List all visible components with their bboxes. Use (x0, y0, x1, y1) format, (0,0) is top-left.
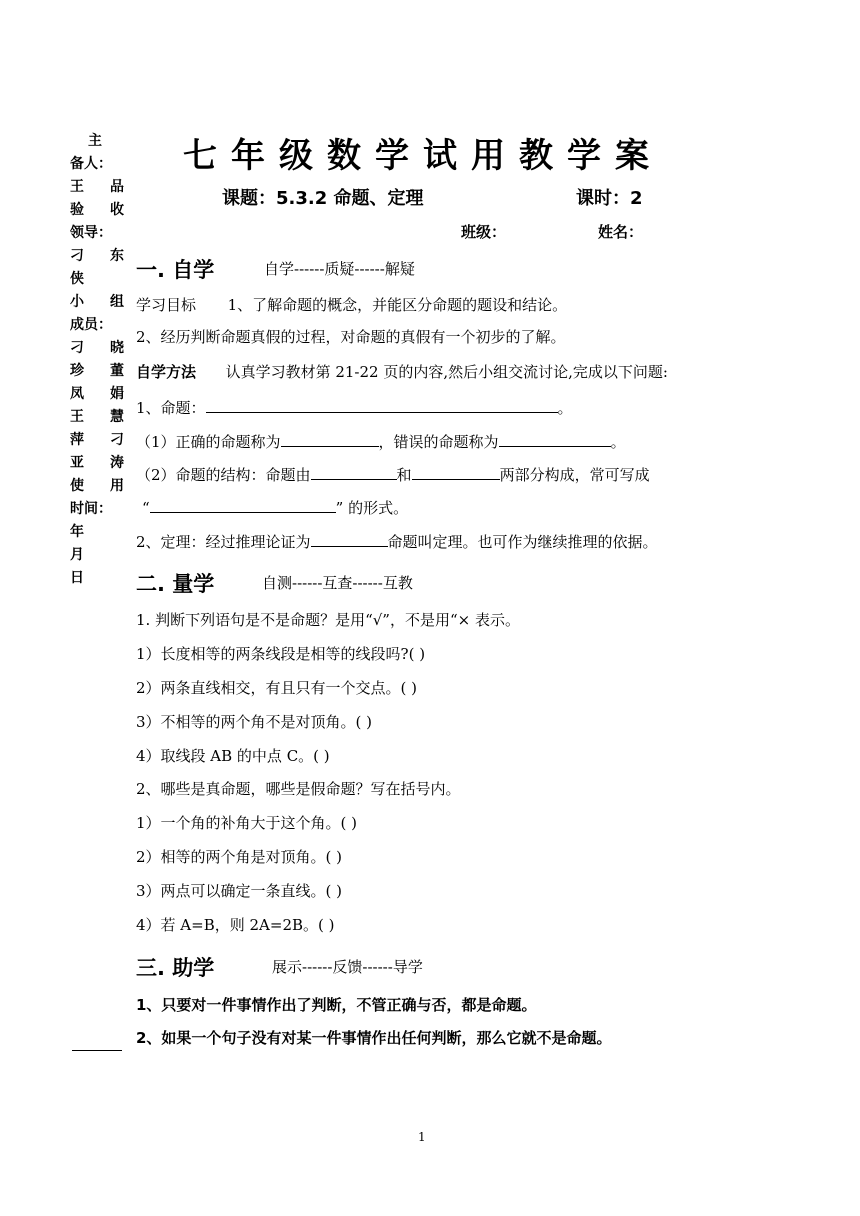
lesson-period: 课时：2 (576, 188, 643, 209)
question-text: “ (142, 499, 150, 517)
sidebar-row-left: 刁 (70, 340, 84, 356)
sidebar-row-right: 主 (88, 133, 102, 149)
sidebar-row-left: 小 (70, 294, 84, 310)
answer-blank[interactable] (311, 463, 397, 480)
sidebar-row-left: 时间： (70, 501, 112, 517)
goal-text-1: 1、了解命题的概念，并能区分命题的题设和结论。 (227, 296, 568, 314)
sidebar-row-right: 晓 (110, 340, 124, 356)
sidebar-row (70, 176, 124, 199)
answer-blank[interactable] (311, 530, 388, 547)
answer-blank[interactable] (412, 463, 500, 480)
exercise-item: 4）若 A=B，则 2A=2B。( ) (136, 916, 335, 934)
sidebar-row (70, 268, 124, 291)
sidebar-row-right: 涛 (110, 455, 124, 471)
self-study-method (136, 361, 668, 382)
sidebar-row (70, 383, 124, 406)
sidebar-row-right: 慧 (110, 409, 124, 425)
method-label: 自学方法 (136, 363, 197, 381)
assist-point-1: 1、只要对一件事情作出了判断，不管正确与否，都是命题。 (136, 996, 537, 1014)
sidebar-row (70, 314, 124, 337)
sidebar-row (70, 452, 124, 475)
sidebar-row (70, 521, 124, 544)
question-1 (136, 396, 573, 418)
page-title: 七年级数学试用教学案 (183, 136, 663, 176)
sidebar-row (70, 199, 124, 222)
question-text: （2）命题的结构：命题由 (136, 466, 311, 484)
answer-blank[interactable] (281, 430, 379, 447)
sidebar-row (70, 360, 124, 383)
exercise-intro-1: 1. 判断下列语句是不是命题？是用“√”，不是用“× 表示。 (136, 611, 520, 629)
sidebar-row (70, 291, 124, 314)
answer-blank[interactable] (499, 430, 611, 447)
page-number: 1 (418, 1130, 426, 1144)
exercise-item: 1）长度相等的两条线段是相等的线段吗?( ) (136, 645, 426, 663)
question-1c (142, 496, 408, 518)
sidebar-row-left: 备人： (70, 156, 112, 172)
question-1a (136, 430, 626, 452)
section-subtitle: 展示------反馈------导学 (272, 958, 423, 976)
exercise-item: 2）两条直线相交，有且只有一个交点。( ) (136, 679, 418, 697)
sidebar-row-left: 萍 (70, 432, 84, 448)
section-subtitle: 自学------质疑------解疑 (264, 260, 415, 278)
exercise-intro-2: 2、哪些是真命题，哪些是假命题？写在括号内。 (136, 780, 461, 798)
sidebar-row (70, 153, 124, 176)
exercise-item: 3）不相等的两个角不是对顶角。( ) (136, 713, 373, 731)
exercise-item: 2）相等的两个角是对顶角。( ) (136, 848, 343, 866)
sidebar-row (70, 222, 124, 245)
sidebar-row-left: 王 (70, 409, 84, 425)
sidebar-row-right: 用 (110, 478, 124, 494)
sidebar-row-left: 侠 (70, 271, 84, 287)
section-heading-self-study: 一. 自学 (136, 258, 215, 282)
sidebar-row-right: 董 (110, 363, 124, 379)
question-text: ” 的形式。 (335, 499, 409, 517)
question-text: ，错误的命题称为 (378, 433, 499, 451)
class-label: 班级： (461, 223, 507, 241)
sidebar-row-left: 领导： (70, 225, 112, 241)
question-text: 和 (396, 466, 412, 484)
sidebar-row-left: 年 (70, 524, 84, 540)
sidebar-row-right: 品 (110, 179, 124, 195)
question-1b (136, 463, 650, 485)
sidebar-row-left: 珍 (70, 363, 84, 379)
sidebar-row-left: 日 (70, 570, 84, 586)
sidebar-row-left: 成员： (70, 317, 112, 333)
question-text: 命题叫定理。也可作为继续推理的依据。 (387, 533, 658, 551)
sidebar-row (70, 498, 124, 521)
section-subtitle: 自测------互查------互教 (262, 574, 413, 592)
sidebar-row (70, 337, 124, 360)
method-text: 认真学习教材第 21-22 页的内容,然后小组交流讨论,完成以下问题: (225, 363, 668, 381)
sidebar-row-left: 王 (70, 179, 84, 195)
sidebar-row (70, 544, 124, 567)
question-text: 两部分构成，常可写成 (499, 466, 650, 484)
sidebar-row-left: 月 (70, 547, 84, 563)
sidebar-row (70, 475, 124, 498)
sidebar-row (70, 406, 124, 429)
sidebar-preparer-info (70, 130, 124, 590)
sidebar-row-right: 刁 (110, 432, 124, 448)
exercise-item: 1）一个角的补角大于这个角。( ) (136, 814, 358, 832)
section-heading-assist: 三. 助学 (136, 956, 215, 980)
goal-label: 学习目标 (136, 296, 197, 314)
learning-goal-1 (136, 294, 567, 315)
sidebar-row (70, 245, 124, 268)
sidebar-row (70, 130, 124, 153)
sidebar-row-left: 凤 (70, 386, 84, 402)
sidebar-row-left: 使 (70, 478, 84, 494)
lesson-topic: 课题：5.3.2 命题、定理 (222, 188, 424, 209)
sidebar-row-left: 验 (70, 202, 84, 218)
answer-blank[interactable] (206, 396, 558, 413)
section-heading-measure: 二. 量学 (136, 572, 215, 596)
sidebar-row (70, 429, 124, 452)
name-label: 姓名： (598, 223, 644, 241)
question-text: （1）正确的命题称为 (136, 433, 281, 451)
sidebar-row-left: 亚 (70, 455, 84, 471)
answer-blank[interactable] (150, 496, 336, 513)
sidebar-row-right: 东 (110, 248, 124, 264)
sidebar-row-right: 娟 (110, 386, 124, 402)
sidebar-row-left: 刁 (70, 248, 84, 264)
question-text: 2、定理：经过推理论证为 (136, 533, 311, 551)
sidebar-row-right: 组 (110, 294, 124, 310)
learning-goal-2: 2、经历判断命题真假的过程，对命题的真假有一个初步的了解。 (136, 328, 566, 346)
question-text: 。 (557, 399, 573, 417)
assist-point-2: 2、如果一个句子没有对某一件事情作出任何判断，那么它就不是命题。 (136, 1029, 612, 1047)
sidebar-row (70, 567, 124, 590)
question-2-theorem (136, 530, 658, 552)
sidebar-divider (72, 1050, 122, 1051)
question-text: 。 (610, 433, 626, 451)
sidebar-row-right: 收 (110, 202, 124, 218)
question-text: 1、命题： (136, 399, 206, 417)
exercise-item: 3）两点可以确定一条直线。( ) (136, 882, 343, 900)
exercise-item: 4）取线段 AB 的中点 C。( ) (136, 747, 330, 765)
